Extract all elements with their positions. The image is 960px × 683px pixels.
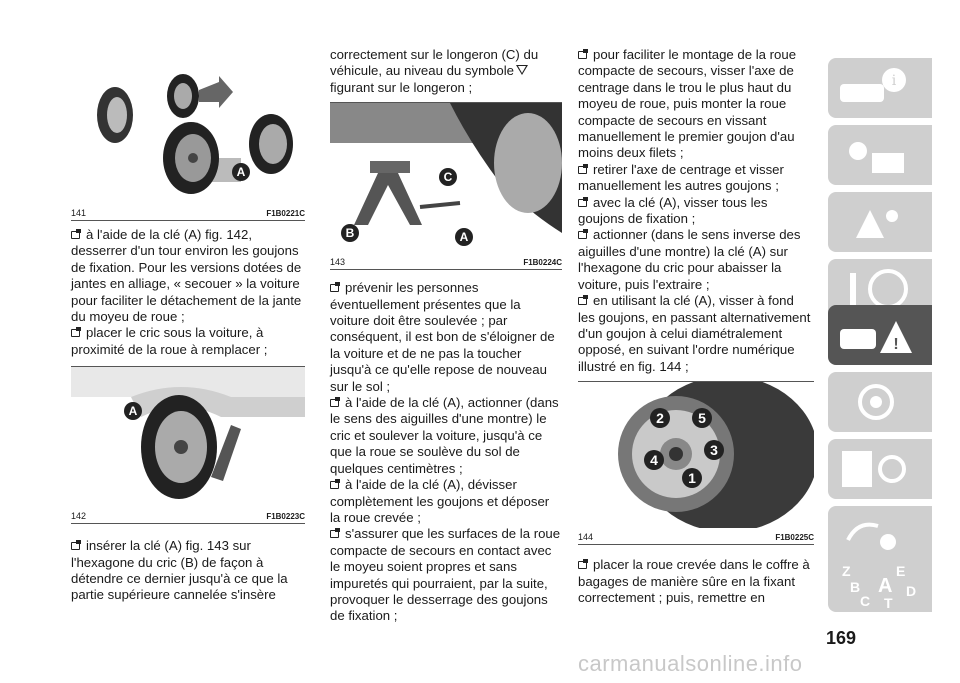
figure-141 — [71, 58, 305, 221]
watermark-text: carmanualsonline.info — [578, 651, 803, 676]
sidebar-tab-emergency[interactable] — [828, 305, 932, 365]
jack-lifting-illustration — [330, 103, 562, 253]
page-number: 169 — [826, 628, 857, 648]
technical-data-icon — [836, 445, 916, 493]
step-item: actionner (dans le sens inverse des aiguilles d'une montre) la clé (A) sur l'hexagone du cric pour abaisser la voiture, puis l'extraire ; — [578, 227, 801, 292]
step-item: insérer la clé (A) fig. 143 sur l'hexagone du cric (B) de façon à détendre ce dernier jusqu'à ce que la partie supérieure cannelée s'insère — [71, 538, 288, 603]
step-bullet-icon — [330, 283, 342, 292]
step-bullet-icon — [578, 560, 590, 569]
sidebar-tab-maintenance[interactable] — [828, 372, 932, 432]
svg-text:!: ! — [893, 336, 899, 353]
instruction-text — [330, 280, 562, 625]
callout-a-label: A — [236, 165, 246, 179]
step-item: en utilisant la clé (A), visser à fond les goujons, en passant alternativement d'un goujon à celui diamétralement opposé, en suivant l'ordre numérique illustré en fig. 144 ; — [578, 293, 811, 374]
step-item: avec la clé (A), visser tous les goujons de fixation ; — [578, 194, 768, 227]
step-bullet-icon — [330, 398, 342, 407]
safety-icon — [836, 198, 916, 246]
wheel-removal-illustration — [71, 58, 305, 208]
step-item: s'assurer que les surfaces de la roue compacte de secours en contact avec le moyeu soient propres et sans impuretés qui pourraient, par la suite, provoquer le desserrage des goujons de fixation ; — [330, 526, 561, 624]
svg-text:D: D — [906, 583, 917, 599]
index-icon — [836, 558, 926, 610]
maintenance-icon — [836, 378, 916, 426]
svg-text:2: 2 — [656, 410, 664, 427]
svg-text:i: i — [891, 73, 897, 89]
column-1 — [71, 0, 305, 604]
step-item: à l'aide de la clé (A), actionner (dans le sens des aiguilles d'une montre) le cric et soulever la voiture, jusqu'à ce que la roue se soulève du sol de quelques centimètres ; — [330, 395, 559, 476]
step-item: placer la roue crevée dans le coffre à bagages de manière sûre en la fixant correctement ; puis, remettre en — [578, 557, 810, 605]
step-item: pour faciliter le montage de la roue compacte de secours, visser l'axe de centrage dans le trou le plus haut du moyeu de roue, puis monter la roue compacte de secours en vissant manuellement le premier goujon d'au moins deux filets ; — [578, 47, 797, 161]
sidebar-tab-index[interactable] — [828, 552, 932, 612]
step-bullet-icon — [330, 480, 342, 489]
step-bullet-icon — [71, 230, 83, 239]
alloy-wheel — [163, 122, 241, 194]
callout-b-label: B — [345, 226, 355, 241]
svg-text:3: 3 — [710, 442, 718, 459]
instruction-text-1 — [578, 47, 814, 375]
jack-point-symbol-icon — [516, 65, 528, 75]
bolt-tightening-order-illustration — [578, 382, 814, 528]
step-bullet-icon — [71, 328, 83, 337]
wheel-hub — [97, 87, 133, 143]
figure-number: 143 — [330, 257, 346, 268]
wheel-top — [167, 74, 233, 118]
column-2 — [330, 47, 562, 625]
step-bullet-icon — [330, 529, 342, 538]
sidebar-tab-warning-lights[interactable] — [828, 125, 932, 185]
svg-text:T: T — [884, 595, 893, 610]
step-item: placer le cric sous la voiture, à proximité de la roue à remplacer ; — [71, 325, 268, 357]
svg-text:Z: Z — [842, 563, 851, 579]
sidebar-tab-car-info[interactable] — [828, 58, 932, 118]
callout-c-label: C — [443, 170, 453, 185]
figure-code: F1B0221C — [266, 209, 305, 218]
step-item: à l'aide de la clé (A), dévisser complètement les goujons et déposer la roue crevée ; — [330, 477, 550, 525]
svg-text:B: B — [850, 579, 861, 595]
figure-number: 144 — [578, 532, 594, 543]
svg-text:1: 1 — [688, 470, 696, 487]
figure-143 — [330, 102, 562, 270]
step-item: prévenir les personnes éventuellement présentes que la voiture doit être soulevée ; par conséquent, il est bon de s'éloigner de la voiture et de ne pas la toucher jusqu'à ce qu'elle repose de nouveau sur le sol ; — [330, 280, 555, 394]
svg-text:A: A — [878, 575, 893, 597]
instruction-text-2 — [578, 557, 814, 606]
figure-code: F1B0223C — [266, 512, 305, 522]
jack-position-illustration — [71, 367, 305, 507]
emergency-warning-icon — [836, 311, 916, 359]
warning-lights-icon — [836, 131, 916, 179]
figure-number: 142 — [71, 511, 87, 522]
sidebar-tab-technical-data[interactable] — [828, 439, 932, 499]
step-bullet-icon — [578, 198, 590, 207]
step-bullet-icon — [578, 165, 590, 174]
intro-text: correctement sur le longeron (C) du véhicule, au niveau du symbole figurant sur le longeron ; — [330, 47, 539, 95]
svg-text:5: 5 — [698, 410, 706, 427]
step-item: à l'aide de la clé (A) fig. 142, desserrer d'un tour environ les goujons de fixation. Pour les versions dotées de jantes en alliage, « secouer » la voiture pour faciliter le détachement de la jante du moyeu de roue ; — [71, 227, 302, 325]
step-item: retirer l'axe de centrage et visser manuellement les autres goujons ; — [578, 161, 784, 194]
svg-text:C: C — [860, 593, 871, 609]
callout-a-label: A — [128, 404, 138, 419]
column-3 — [578, 47, 814, 606]
svg-text:E: E — [896, 563, 906, 579]
figure-code: F1B0224C — [523, 258, 562, 268]
wheel-right — [249, 114, 293, 174]
figure-code: F1B0225C — [775, 533, 814, 543]
figure-number: 141 — [71, 208, 87, 218]
step-bullet-icon — [578, 296, 590, 305]
sidebar-tab-safety[interactable] — [828, 192, 932, 252]
step-bullet-icon — [578, 230, 590, 239]
svg-text:4: 4 — [650, 452, 658, 469]
car-info-icon — [836, 64, 916, 112]
figure-142 — [71, 366, 305, 524]
figure-144 — [578, 381, 814, 545]
instruction-text-1 — [71, 227, 305, 358]
instruction-text-2 — [71, 538, 305, 604]
step-bullet-icon — [71, 541, 83, 550]
step-bullet-icon — [578, 50, 590, 59]
callout-a-label: A — [459, 230, 469, 245]
